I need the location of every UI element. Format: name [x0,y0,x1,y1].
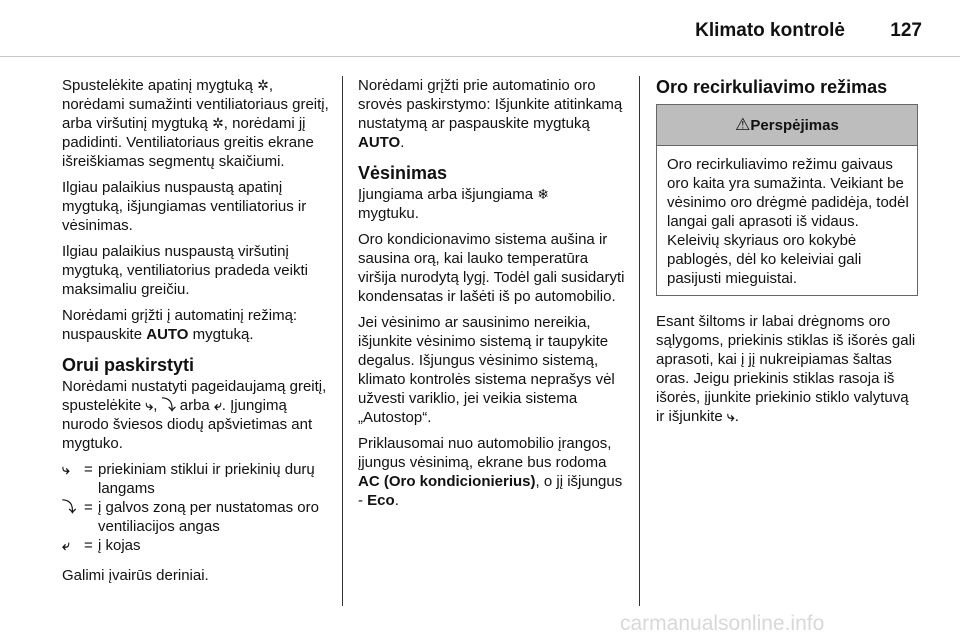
ac-label: AC (Oro kondicionierius) [358,473,536,490]
list-item: ⤵ = į galvos zoną per nustatomas oro ventiliacijos angas [62,499,319,535]
column-right [656,76,918,433]
paragraph: Galimi įvairūs deriniai. [62,567,209,584]
auto-label: AUTO [358,134,401,151]
ac-display-paragraph: Priklausomai nuo automobilio įrangos, įjungus vėsinimą, ekrane bus rodoma AC (Oro kondicionierius), o jį išjungus - Eco. [358,435,623,509]
page-title: Klimato kontrolė [695,20,845,41]
windscreen-icon: ⤷ [145,397,154,413]
auto-label: AUTO [146,326,189,343]
column-divider [639,76,640,606]
eco-label: Eco [367,492,395,509]
air-distribution-paragraph: Norėdami nustatyti pageidaujamą greitį, spustelėkite ⤷, ⤵ arba ⤶. Įjungimą nurodo šviesos diodų apšvietimas ant mygtuko. [62,378,327,452]
windscreen-icon: ⤷ [62,461,70,477]
fan-icon: ✲ [257,77,269,93]
paragraph: Jei vėsinimo ar sausinimo nereikia, išjunkite vėsinimo sistemą ir taupykite degalus. Išjungus vėsinimo sistemą, klimato kontrolės sistema neprašys vėl užvesti variklio, jei veikia sistema „Autostop“. [358,314,615,426]
recirculation-paragraph: Esant šiltoms ir labai drėgnoms oro sąlygoms, priekinis stiklas iš išorės gali aprasoti, kai į jį nukreipiamas šaltas oras. Jeigu priekinis stiklas rasoja iš išorės, įjunkite priekinio stiklo valytuvą ir išjunkite ⤷. [656,313,916,425]
auto-distribution-paragraph: Norėdami grįžti prie automatinio oro srovės paskirstymo: Išjunkite atitinkamą nustatymą ar paspauskite mygtuką AUTO. [358,77,623,151]
column-divider [342,76,343,606]
watermark: carmanualsonline.info [620,612,825,635]
list-item: ⤷ = priekiniam stiklui ir priekinių durų langams [62,461,315,497]
distribution-definitions [62,460,330,555]
column-middle [358,76,628,517]
footwell-icon: ⤶ [62,537,70,553]
warning-header [657,105,917,146]
section-heading-air-distribution: Orui paskirstyti [62,355,195,375]
footwell-icon: ⤶ [213,397,222,413]
warning-box [656,104,918,296]
fan-speed-paragraph: Spustelėkite apatinį mygtuką ✲, norėdami sumažinti ventiliatoriaus greitį, arba viršutinį mygtuką ✲, norėdami jį padidinti. Ventiliatoriaus greitis ekrane išreiškiamas segmentų skaičiumi. [62,77,329,170]
column-left [62,76,330,592]
paragraph: Ilgiau palaikius nuspaustą apatinį mygtuką, išjungiamas ventiliatorius ir vėsinimas. [62,179,307,234]
face-vent-icon: ⤵ [62,499,76,515]
paragraph: Ilgiau palaikius nuspaustą viršutinį mygtuką, ventiliatorius pradeda veikti maksimaliu greičiu. [62,243,308,298]
paragraph: Oro kondicionavimo sistema aušina ir sausina orą, kai lauko temperatūra viršija nurodytą lygį. Todėl gali susidaryti kondensatas ir lašėti iš po automobilio. [358,231,625,305]
page-header [0,0,960,56]
windscreen-icon: ⤷ [726,408,735,424]
warning-text: Oro recirkuliavimo režimu gaivaus oro kaita yra sumažinta. Veikiant be vėsinimo oro drėgmė padidėja, todėl langai gali aprasoti iš vidaus. Keleivių skyriaus oro kokybė pablogės, dėl ko keleiviai gali pasijusti mieguistai. [667,156,909,287]
auto-mode-paragraph: Norėdami grįžti į automatinį režimą: nuspauskite AUTO mygtuką. [62,307,298,343]
page-number: 127 [890,20,922,41]
warning-icon: ⚠ [735,115,751,134]
section-heading-recirculation: Oro recirkuliavimo režimas [656,77,888,97]
face-vent-icon: ⤵ [161,397,176,413]
list-item: ⤶ = į kojas [62,537,141,554]
warning-title: Perspėjimas [750,117,839,134]
cooling-toggle-paragraph: Įjungiama arba išjungiama ❄ mygtuku. [358,186,550,222]
ac-icon: ❄ [537,186,550,202]
section-heading-cooling: Vėsinimas [358,163,448,183]
fan-icon: ✲ [212,115,224,131]
header-divider [0,56,960,57]
